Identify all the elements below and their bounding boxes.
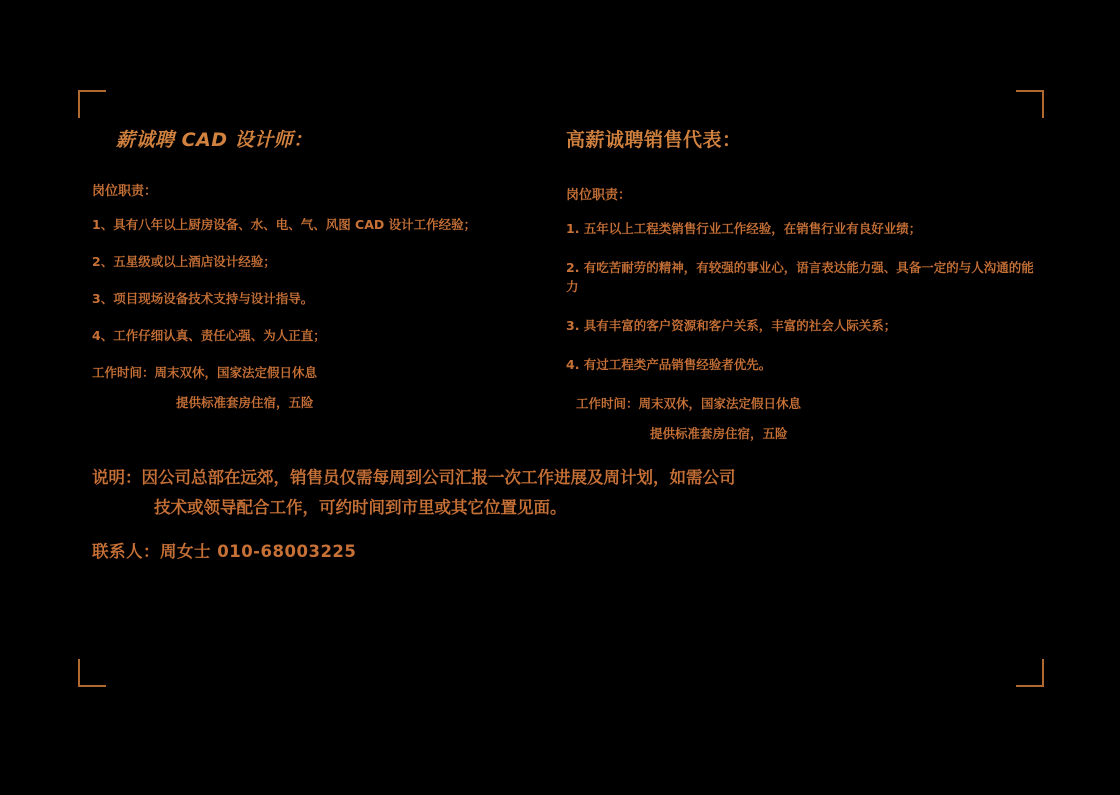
job-listing-sales-representative (566, 125, 1046, 442)
sales-rep-requirement-1: 1. 五年以上工程类销售行业工作经验，在销售行业有良好业绩； (566, 221, 922, 236)
cad-designer-lodging: 提供标准套房住宿，五险 (176, 395, 314, 410)
sales-rep-requirement-4: 4. 有过工程类产品销售经验者优先。 (566, 357, 772, 372)
sales-rep-lodging: 提供标准套房住宿，五险 (650, 426, 788, 441)
cad-designer-work-time: 工作时间：周末双休，国家法定假日休息 (92, 365, 318, 380)
cad-designer-heading: 薪诚聘 CAD 设计师： (116, 129, 313, 151)
cad-designer-requirement-2: 2、五星级或以上酒店设计经验； (92, 254, 276, 269)
sales-rep-requirement-3: 3. 具有丰富的客户资源和客户关系，丰富的社会人际关系； (566, 318, 897, 333)
note-line-2: 技术或领导配合工作，可约时间到市里或其它位置见面。 (154, 498, 567, 517)
cad-designer-responsibilities-label: 岗位职责： (92, 184, 158, 199)
cad-designer-requirement-4: 4、工作仔细认真、责任心强、为人正直； (92, 328, 326, 343)
cad-designer-requirement-1: 1、具有八年以上厨房设备、水、电、气、风图 CAD 设计工作经验； (92, 217, 477, 232)
crop-mark-top-right (1016, 90, 1044, 118)
sales-rep-heading: 高薪诚聘销售代表： (566, 129, 742, 151)
contact-info: 联系人：周女士 010-68003225 (92, 542, 357, 561)
note-line-1: 说明：因公司总部在远郊，销售员仅需每周到公司汇报一次工作进展及周计划，如需公司 (92, 468, 736, 487)
job-listing-cad-designer (92, 125, 542, 411)
cad-designer-requirement-3: 3、项目现场设备技术支持与设计指导。 (92, 291, 314, 306)
note-block (92, 463, 992, 523)
sales-rep-work-time: 工作时间：周末双休，国家法定假日休息 (576, 396, 802, 411)
crop-mark-bottom-left (78, 659, 106, 687)
sales-rep-requirement-2: 2. 有吃苦耐劳的精神，有较强的事业心，语言表达能力强、具备一定的与人沟通的能力 (566, 260, 1034, 294)
crop-mark-top-left (78, 90, 106, 118)
sales-rep-responsibilities-label: 岗位职责： (566, 188, 632, 203)
crop-mark-bottom-right (1016, 659, 1044, 687)
